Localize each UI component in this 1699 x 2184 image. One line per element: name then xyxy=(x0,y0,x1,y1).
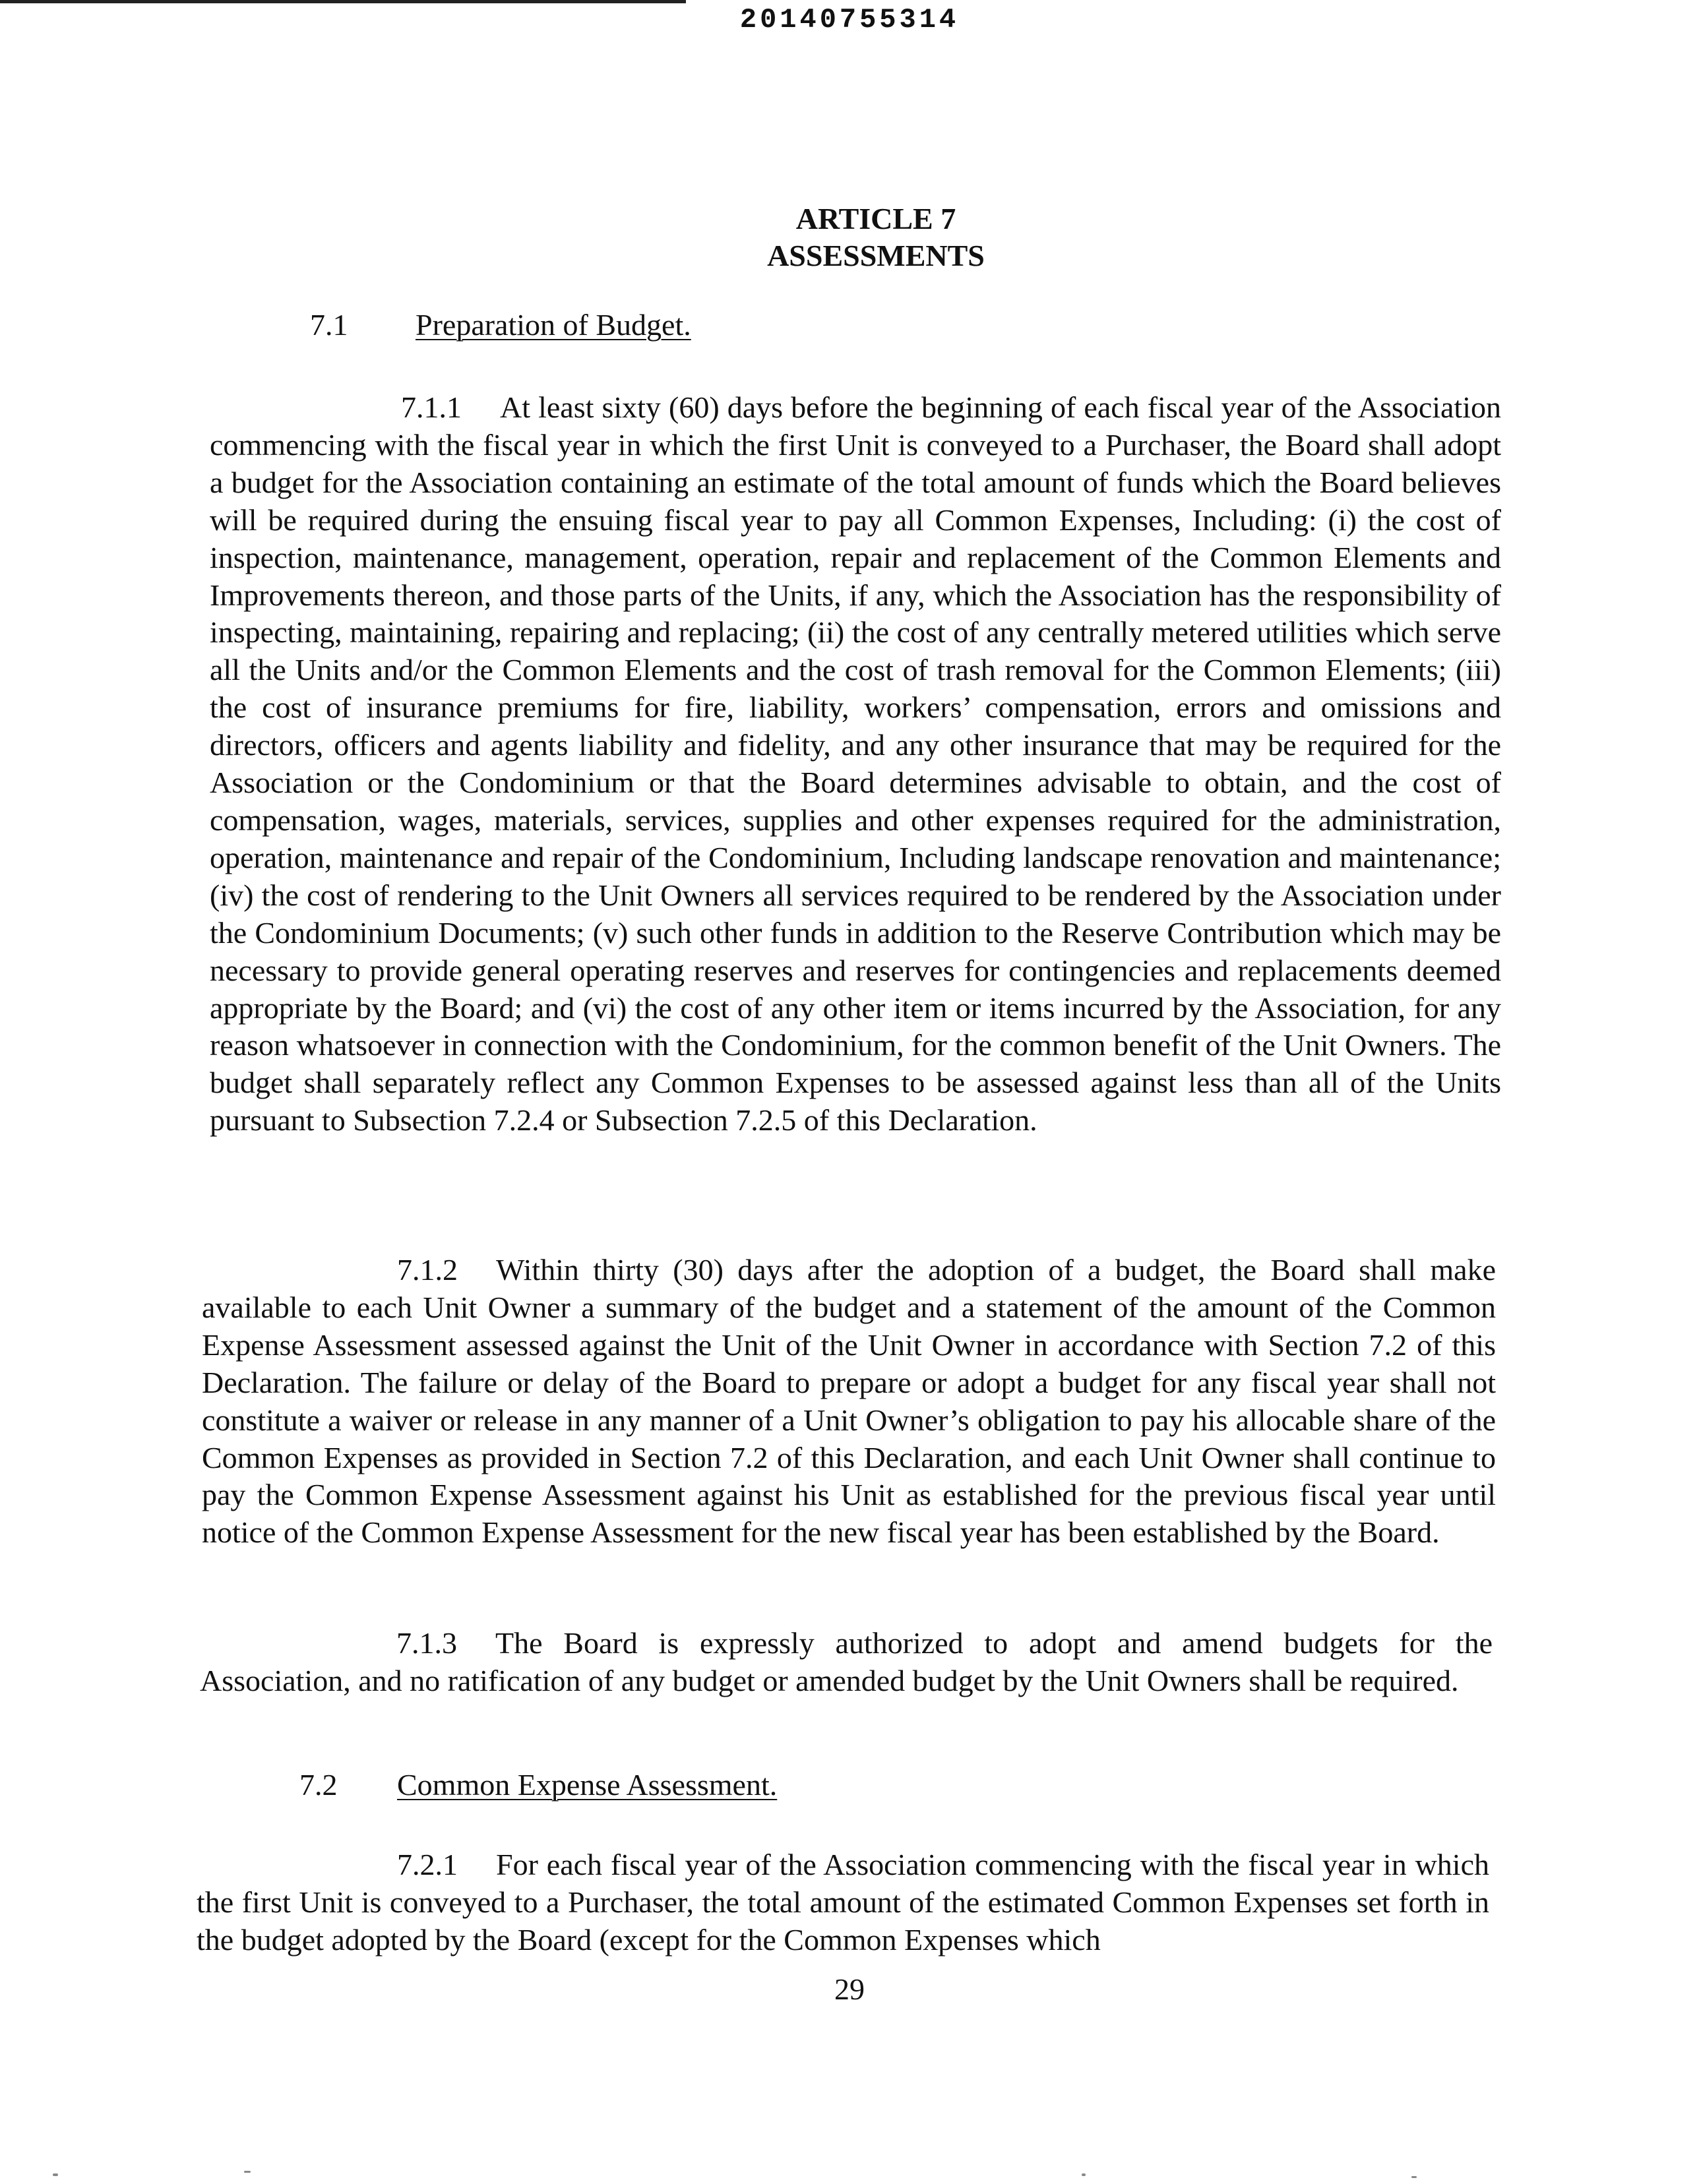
section-heading-7-2 xyxy=(299,1767,777,1802)
section-title: Preparation of Budget. xyxy=(416,308,691,342)
scan-speck xyxy=(53,2173,58,2176)
scan-speck xyxy=(1082,2173,1086,2176)
section-number: 7.2 xyxy=(299,1768,338,1802)
paragraph-text: At least sixty (60) days before the beginning of each fiscal year of the Association commencing with the fiscal year in which the first Unit is conveyed to a Purchaser, the Board shall adopt a budget for the Association containing an estimate of the total amount of funds which the Board believes will be required during the ensuing fiscal year to pay all Common Expenses, Including: (i) the cost of inspection, maintenance, management, operation, repair and replacement of the Common Elements and Improvements thereon, and those parts of the Units, if any, which the Association has the responsibility of inspecting, maintaining, repairing and replacing; (ii) the cost of any centrally metered utilities which serve all the Units and/or the Common Elements and the cost of trash removal for the Common Elements; (iii) the cost of insurance premiums for fire, liability, workers’ compensation, errors and omissions and directors, officers and agents liability and fidelity, and any other insurance that may be required for the Association or the Condominium or that the Board determines advisable to obtain, and the cost of compensation, wages, materials, services, supplies and other expenses required for the administration, operation, maintenance and repair of the Condominium, Including landscape renovation and maintenance; (iv) the cost of rendering to the Unit Owners all services required to be rendered by the Association under the Condominium Documents; (v) such other funds in addition to the Reserve Contribution which may be necessary to provide general operating reserves and reserves for contingencies and replacements deemed appropriate by the Board; and (vi) the cost of any other item or items incurred by the Association, for any reason whatsoever in connection with the Condominium, for the common benefit of the Unit Owners. The budget shall separately reflect any Common Expenses to be assessed against less than all of the Units pursuant to Subsection 7.2.4 or Subsection 7.2.5 of this Declaration. xyxy=(210,390,1501,1138)
paragraph-number: 7.2.1 xyxy=(397,1848,458,1881)
paragraph-7-1-2 xyxy=(202,1252,1496,1552)
section-title: Common Expense Assessment. xyxy=(397,1768,778,1802)
paragraph-number: 7.1.3 xyxy=(396,1626,457,1660)
article-number: ARTICLE 7 xyxy=(795,202,956,235)
section-heading-7-1 xyxy=(310,307,691,342)
paragraph-7-1-1 xyxy=(210,389,1501,1139)
paragraph-7-1-3 xyxy=(200,1625,1493,1700)
section-number: 7.1 xyxy=(310,308,348,342)
paragraph-number: 7.1.1 xyxy=(401,390,462,424)
paragraph-text: For each fiscal year of the Association commencing with the fiscal year in which the first Unit is conveyed to a Purchaser, the total amount of the estimated Common Expenses set forth in the budget adopted by the Board (except for the Common Expenses which xyxy=(197,1848,1489,1957)
paragraph-text: Within thirty (30) days after the adoption of a budget, the Board shall make available to each Unit Owner a summary of the budget and a statement of the amount of the Common Expense Assessment assessed against the Unit of the Unit Owner in accordance with Section 7.2 of this Declaration. The failure or delay of the Board to prepare or adopt a budget for any fiscal year shall not constitute a waiver or release in any manner of a Unit Owner’s obligation to pay his allocable share of the Common Expenses as provided in Section 7.2 of this Declaration, and each Unit Owner shall continue to pay the Common Expense Assessment against his Unit as established for the previous fiscal year until notice of the Common Expense Assessment for the new fiscal year has been established by the Board. xyxy=(202,1253,1496,1550)
paragraph-7-2-1 xyxy=(197,1846,1489,1959)
scan-speck xyxy=(1411,2176,1417,2178)
paragraph-number: 7.1.2 xyxy=(397,1253,458,1287)
document-number: 20140755314 xyxy=(739,4,960,36)
top-rule xyxy=(0,0,686,3)
page-number: 29 xyxy=(834,1972,865,2006)
article-title: ASSESSMENTS xyxy=(767,239,985,272)
paragraph-text: The Board is expressly authorized to adopt and amend budgets for the Association, and no ratification of any budget or amended budget by the Unit Owners shall be required. xyxy=(200,1626,1493,1697)
scan-speck xyxy=(244,2171,251,2173)
article-heading xyxy=(718,200,1034,274)
